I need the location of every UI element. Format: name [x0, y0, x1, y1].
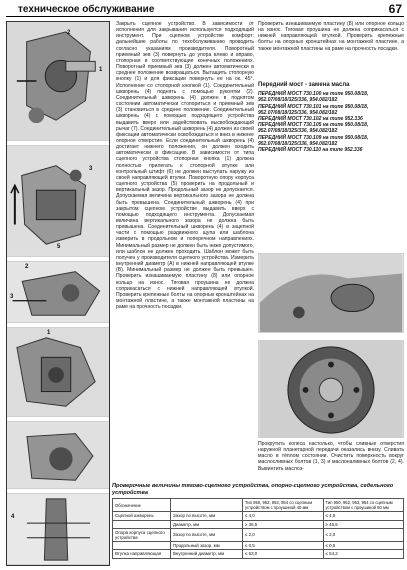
- coupling-drawing-3: [7, 262, 109, 322]
- model-item: ПЕРЕДНИЙ МОСТ 730.109 на типе 950.08/18, 952.07/08/18/325/336, 954.082/182: [258, 134, 369, 147]
- table-row: [113, 542, 404, 550]
- table-cell: [113, 520, 171, 528]
- front-axle-heading: Передний мост - замена масла: [258, 82, 350, 88]
- table-cell: Тип 950, 952, 953, 954 со сцепным устройством с проушиной 50 мм: [323, 499, 404, 512]
- table-cell: Продольный зазор, мм: [171, 542, 243, 550]
- coupling-drawing-2: [7, 146, 109, 256]
- table-cell: Тип 950, 952, 953, 954 со сцепным устройством с проушиной 40 мм: [243, 499, 324, 512]
- spec-table: [112, 498, 404, 559]
- table-cell: [171, 499, 243, 512]
- table-cell: ≤ 2,0: [323, 528, 404, 541]
- model-item: ПЕРЕДНИЙ МОСТ 730.100 на типе 950.08/18, 952.07/08/18/325/336, 954.082/182: [258, 91, 369, 104]
- model-item: ПЕРЕДНИЙ МОСТ 730.101 на типе 950.08/18, 952.07/08/18/325/336, 954.082/182: [258, 103, 369, 116]
- fig-label: 4: [11, 514, 15, 520]
- table-cell: ≤ 4,0: [243, 512, 324, 520]
- table-cell: Зазор по высоте, мм: [171, 528, 243, 541]
- table-cell: ≤ 53,0: [243, 550, 324, 558]
- table-row: [113, 528, 404, 541]
- model-item: ПЕРЕДНИЙ МОСТ 730.110 на типе 952.336: [258, 146, 363, 153]
- fig-label: 5: [57, 244, 61, 250]
- figure-coupling-side: [6, 327, 110, 417]
- table-cell: [113, 542, 171, 550]
- fig-label: 3: [10, 294, 14, 300]
- fig-label: 1: [47, 330, 51, 336]
- coupling-drawing-4: [7, 328, 109, 416]
- coupling-drawing-5: [7, 422, 109, 488]
- table-cell: Зазор по высоте, мм: [171, 512, 243, 520]
- table-cell: ≥ 36,5: [243, 520, 324, 528]
- table-cell: Обозначение: [113, 499, 171, 512]
- coupling-drawing-1: [7, 22, 109, 140]
- figure-gauge-measure: [6, 493, 110, 565]
- model-item: ПЕРЕДНИЙ МОСТ 730.105 на типе 950.08/18, 952.07/08/18/325/336, 954.082/182: [258, 122, 369, 135]
- main-text: Закрыть сцепное устройство. В зависимости от исполнения для закрывания используется подходящий инструмент. При сцепном устройстве комфорт: дальнейшие работы по техобслуживанию проводить согласно указаниям производителя. Поворотный приемный зев (3) повернуть до упора влево и вправо, стопорная и соответствующие конечных положениях. Поворотный приемный зев (3) должен автоматически в среднее положение возвращаться. Вытащить стопорную кнопку (1) и для фиксации повернуть ее на ок. 45°. Исполнение со стопорной кнопкой (1). Соединительный шкворень (4) поднять с помощью рукоятки (2). Соединительный шкворень (4) должен в поднятом состоянии автоматически стопориться и приемный зев (3) становиться в среднее положение. Соединительный шкворень (4) с помощью подходящего устройства выдавить вверх или задействовать высвобождающий рычаг (7). Соединительный шкворень (4) должен из своей фиксации автоматически освобождаться и вниз в нижнее опорное отверстие. Если соединительный шкворень (4) достигает нижнего положения, он должен входить автоматически в фиксацию. В зависимости от типа сцепного устройства стопорная кнопка (1) должна полностью прилегать к стопорной втулке или контрольный штифт (6) не должен выступать наружу из своей направляющей втулки. Поворотную опору корпуса сцепного устройства (5) проверить на продольный и вертикальный зазор. Продольный зазор не допускается. Допускаемая величина вертикального зазора не должна быть превышена. Соединительный шкворень (4) при закрытом сцепном устройстве выдавить вверх с помощью подходящего инструмента. Допускаемая величина вертикального зазора не должна быть превышена. Соединительный шкворень (4) в зацепной части с помощью раздвижного щупа или шаблона измерить в продольном и поперечном направлениях. Минимальный размер не должен быть ниже допустимого, или шаблон не должен проходить. Шаблон может быть получен у производителя сцепного устройства. Измерить внутренний диаметр (А) в нижней направляющей втулке (В). Минимальный размер не должен быть превышен. Проверить изнашиваемую пластину (8) или опорное кольцо на износ. Тяговая проушина не должна соприкасаться с нижней направляющей втулкой. Проверить крепежные болты на опорных кронштейнах на монтажной пластине, а также монтажной пластины на раме на прочность посадки.: [116, 21, 254, 311]
- figure-coupling-top: [6, 21, 110, 141]
- wheel-drawing: [259, 341, 403, 437]
- table-row: [113, 520, 404, 528]
- table-cell: Сцепной шкворень: [113, 512, 171, 520]
- table-cell: ≤ 0,5: [323, 542, 404, 550]
- table-cell: ≤ 54,2: [323, 550, 404, 558]
- table-cell: Опора корпуса сцепного устройства: [113, 528, 171, 541]
- table-cell: Внутренний диаметр, мм: [171, 550, 243, 558]
- table-cell: ≤ 2,0: [243, 528, 324, 541]
- fig-label: 2: [25, 264, 29, 270]
- page-header: [6, 3, 404, 17]
- front-axle-models: [258, 91, 404, 153]
- table-row: [113, 512, 404, 520]
- fig-label: 2: [67, 30, 71, 36]
- model-item: ПЕРЕДНИЙ МОСТ 730.102 на типе 952.336: [258, 115, 363, 122]
- fig-label: 1: [99, 67, 103, 73]
- right-top-text: Проверить изнашиваемую пластину (8) или опорное кольцо на износ. Тяговая проушина не должна соприкасаться с нижней направляющей втулкой. Проверить крепежные болты на опорных кронштейнах на монтажной пластине, а также монтажной пластины на раме на прочность посадки.: [258, 21, 404, 52]
- page-number: 67: [388, 2, 402, 16]
- table-cell: Диаметр, мм: [171, 520, 243, 528]
- axle-drawing: [259, 254, 403, 332]
- figure-coupling-open: [6, 261, 110, 323]
- table-row: [113, 550, 404, 558]
- gauge-drawing: [7, 494, 109, 564]
- table-header-row: [113, 499, 404, 512]
- section-title: техническое обслуживание: [18, 4, 155, 15]
- figure-coupling-bottom: [6, 421, 110, 489]
- figure-coupling-middle: [6, 145, 110, 257]
- table-cell: ≥ 46,5: [323, 520, 404, 528]
- table-cell: ≤ 4,0: [323, 512, 404, 520]
- table-title: Проверочные величины тягово-сцепного устройства, опорно-сцепного устройства, седельного устройства: [112, 483, 394, 496]
- right-bottom-text: Прокрутить колеса настолько, чтобы сливные отверстия наружной планетарной передачи оказались внизу. Сливать масло в тёплом состоянии. Очистить поверхность вокруг маслосливных болтов (1, 3) и маслоналивных болтов (2, 4). Вывинтить маслоз-: [258, 441, 404, 472]
- table-cell: Втулка направляющая: [113, 550, 171, 558]
- fig-label: 3: [89, 166, 93, 172]
- table-cell: ≤ 0,5: [243, 542, 324, 550]
- figure-axle-housing: [258, 253, 404, 333]
- figure-wheel-hub: [258, 340, 404, 438]
- right-column: [258, 21, 404, 153]
